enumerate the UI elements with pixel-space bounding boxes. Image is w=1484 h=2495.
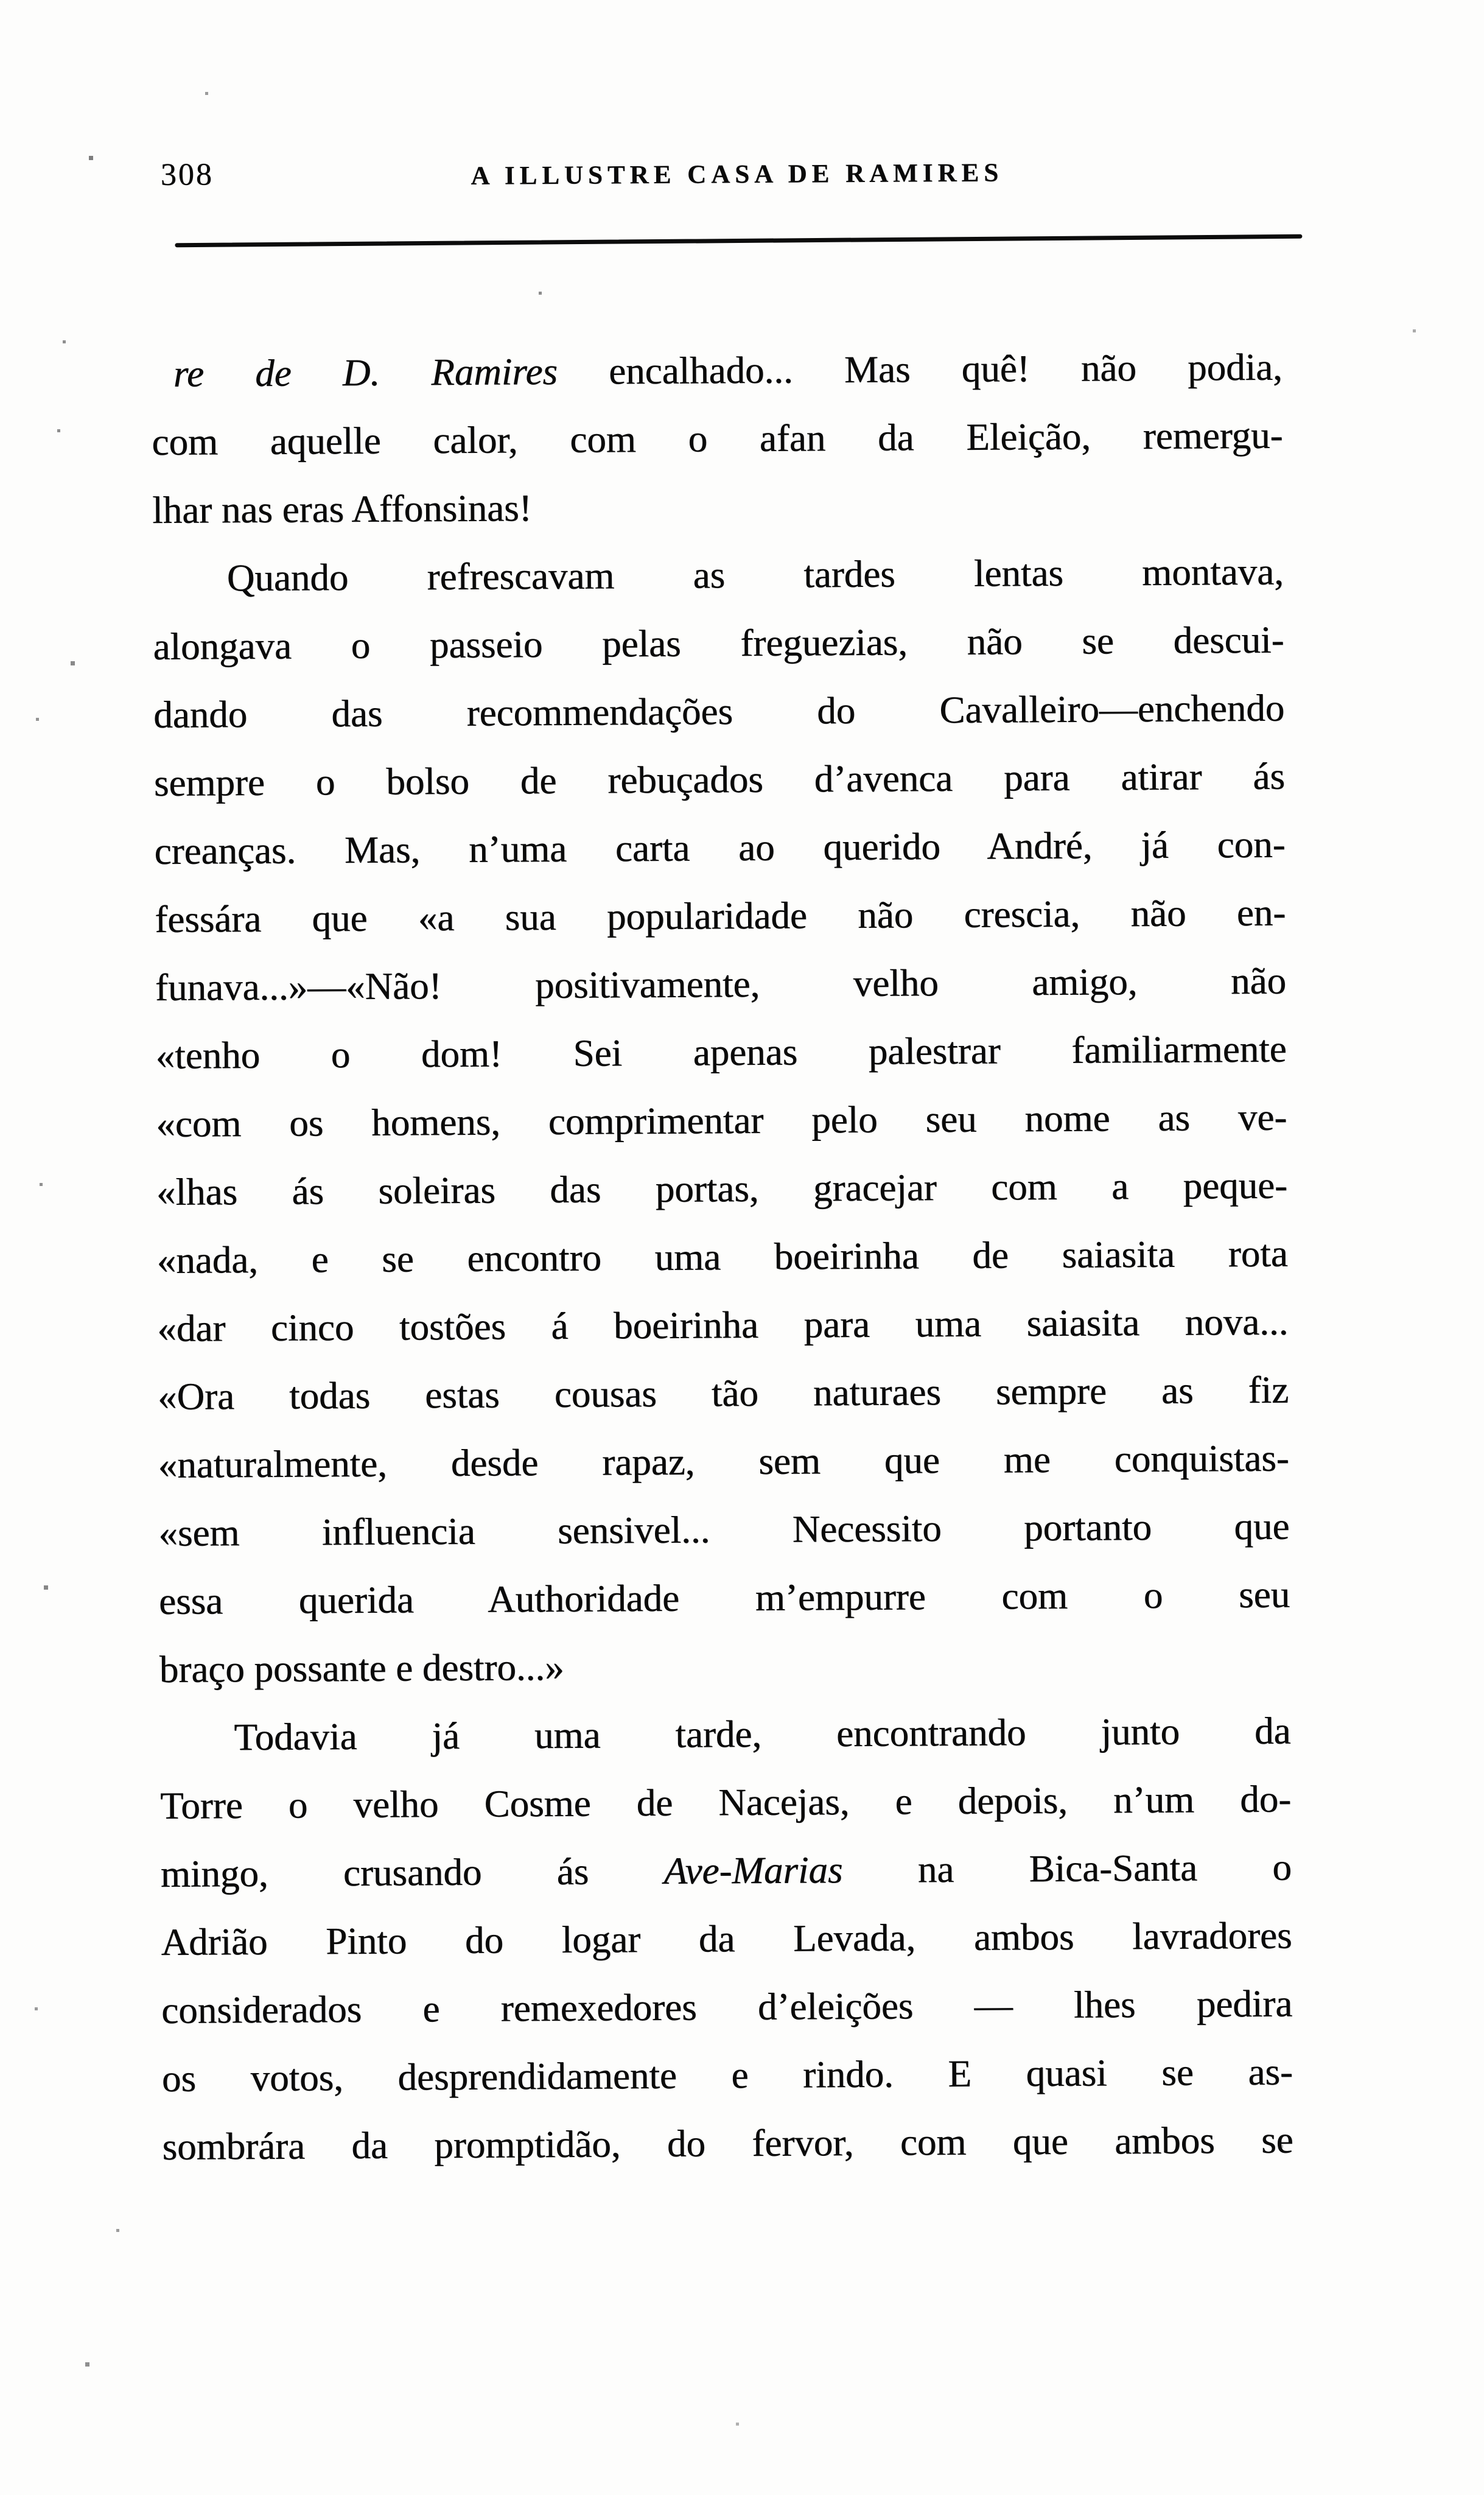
text-line (155, 1015, 1287, 1090)
text-line (155, 947, 1287, 1022)
text-segment: com aquelle calor, com o afan da Eleição, remergu- (152, 413, 1283, 463)
text-line (161, 1970, 1293, 2044)
text-segment: «com os homens, comprimentar pelo seu nome as ve- (156, 1095, 1287, 1145)
text-segment: «dar cinco tostões á boeirinha para uma saiasita nova... (157, 1300, 1289, 1350)
text-segment: Todavia já uma tarde, encontrando junto da (234, 1709, 1291, 1759)
text-line (151, 333, 1283, 408)
text-segment: Quando refrescavam as tardes lentas montava, (226, 550, 1284, 600)
running-header-title: A ILLUSTRE CASA DE RAMIRES (471, 158, 1004, 191)
text-line (161, 1901, 1292, 1976)
scan-noise-speckles (0, 0, 2, 2)
text-line (153, 742, 1285, 817)
text-line (152, 538, 1284, 612)
italic-text-segment: re de D. Ramires (173, 349, 558, 395)
text-line (152, 469, 1284, 544)
text-segment: «nada, e se encontro uma boeirinha de saiasita rota (156, 1232, 1288, 1282)
text-line (162, 2106, 1293, 2181)
text-segment: os votos, desprendidamente e rindo. E quasi se as- (161, 2050, 1293, 2100)
text-segment: sempre o bolso de rebuçados d’avenca para atirar ás (153, 754, 1286, 804)
text-segment: «lhas ás soleiras das portas, gracejar com a peque- (156, 1163, 1288, 1213)
text-line (159, 1697, 1291, 1772)
text-segment: encalhado... Mas quê! não podia, (557, 345, 1283, 393)
header-rule (175, 234, 1302, 248)
text-line (153, 674, 1285, 749)
text-segment: «naturalmente, desde rapaz, sem que me conquistas- (158, 1436, 1289, 1486)
text-segment: «Ora todas estas cousas tão naturaes sempre as fiz (157, 1368, 1289, 1418)
text-line (155, 879, 1286, 953)
text-segment: braço possante e destro...» (159, 1645, 564, 1691)
text-line (156, 1151, 1288, 1226)
text-line (156, 1083, 1287, 1158)
text-line (157, 1288, 1289, 1363)
text-line (153, 606, 1284, 681)
text-line (160, 1833, 1292, 1908)
text-segment: considerados e remexedores d’eleições — lhes pedira (161, 1982, 1293, 2032)
text-segment: lhar nas eras Affonsinas! (152, 486, 532, 532)
text-line (161, 2038, 1293, 2113)
text-line (152, 401, 1283, 476)
text-segment: na Bica-Santa o (842, 1845, 1292, 1892)
text-line (158, 1424, 1289, 1499)
text-segment: fessára que «a sua popularidade não crescia, não en- (154, 891, 1286, 941)
text-segment: dando das recommendações do Cavalleiro—enchendo (153, 686, 1285, 736)
text-segment: creanças. Mas, n’uma carta ao querido André, já con- (154, 823, 1286, 872)
italic-text-segment: Ave-Marias (663, 1848, 843, 1892)
text-segment: Adrião Pinto do logar da Levada, ambos lavradores (161, 1914, 1292, 1963)
text-segment: «tenho o dom! Sei apenas palestrar familiarmente (155, 1027, 1287, 1077)
text-line (154, 810, 1286, 885)
text-segment: mingo, crusando ás (160, 1849, 664, 1895)
text-line (158, 1356, 1289, 1431)
text-segment: funava...»—«Não! positivamente, velho amigo, não (155, 959, 1287, 1009)
text-line (159, 1560, 1290, 1635)
text-segment: essa querida Authoridade m’empurre com o seu (158, 1573, 1290, 1623)
text-segment: «sem influencia sensivel... Necessito portanto que (158, 1504, 1290, 1554)
text-line (160, 1765, 1292, 1840)
text-block (151, 333, 1293, 2181)
text-line (158, 1492, 1290, 1567)
page-number: 308 (160, 157, 214, 192)
text-segment: alongava o passeio pelas freguezias, não se descui- (153, 618, 1284, 668)
text-line (159, 1629, 1290, 1704)
text-line (156, 1219, 1288, 1294)
text-segment: sombrára da promptidão, do fervor, com que ambos se (162, 2118, 1293, 2168)
text-segment: Torre o velho Cosme de Nacejas, e depois, n’um do- (159, 1777, 1292, 1827)
